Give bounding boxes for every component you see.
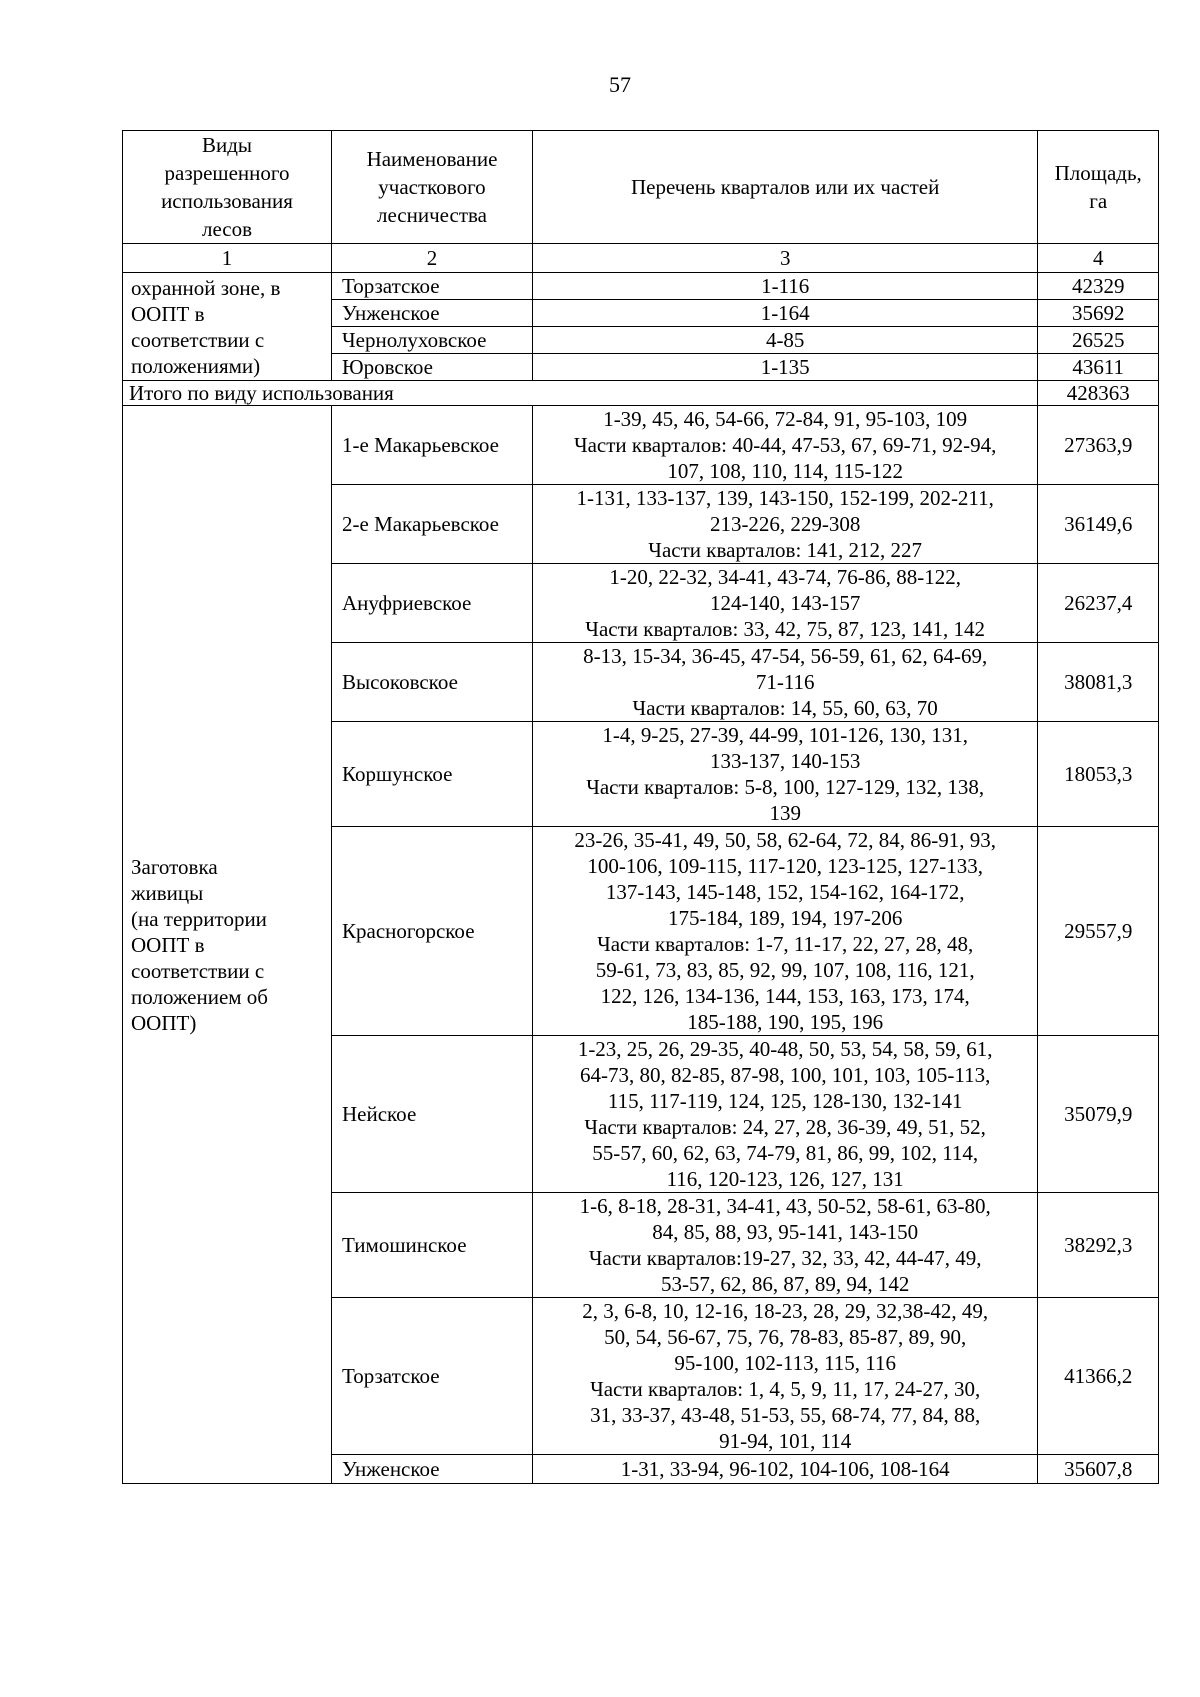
quarters-line: 100-106, 109-115, 117-120, 123-125, 127-133, xyxy=(587,854,984,878)
usage-type-line: живицы xyxy=(131,880,204,905)
quarters-line: 2, 3, 6-8, 10, 12-16, 18-23, 28, 29, 32,38-42, 49, xyxy=(582,1299,989,1323)
forestry-name: Коршунское xyxy=(332,722,533,827)
column-number: 1 xyxy=(123,244,332,273)
forestry-name: Торзатское xyxy=(332,1298,533,1455)
quarters-line: 139 xyxy=(769,801,801,825)
quarters-line: 31, 33-37, 43-48, 51-53, 55, 68-74, 77, 84, 88, xyxy=(590,1403,981,1427)
header-area-line: га xyxy=(1089,189,1108,213)
area-value: 42329 xyxy=(1038,273,1159,300)
quarters-line: 55-57, 60, 62, 63, 74-79, 81, 86, 99, 102, 114, xyxy=(592,1141,979,1165)
column-number: 4 xyxy=(1038,244,1159,273)
forestry-name: Нейское xyxy=(332,1036,533,1193)
quarters-line: 1-39, 45, 46, 54-66, 72-84, 91, 95-103, 109 xyxy=(603,407,968,431)
quarters-list xyxy=(532,1455,1037,1484)
usage-type-line: соответствии с xyxy=(131,958,265,983)
usage-type-line: охранной зоне, в xyxy=(131,275,281,300)
forest-usage-table xyxy=(122,130,1159,1484)
forestry-name: Юровское xyxy=(332,354,533,381)
table-row xyxy=(123,273,1159,300)
usage-type-line: ООПТ в xyxy=(131,301,205,326)
quarters-line: 137-143, 145-148, 152, 154-162, 164-172, xyxy=(605,880,965,904)
forestry-name: Тимошинское xyxy=(332,1193,533,1298)
page-number: 57 xyxy=(609,72,631,97)
area-value: 35692 xyxy=(1038,300,1159,327)
area-value: 43611 xyxy=(1038,354,1159,381)
usage-type-cell xyxy=(123,273,332,381)
quarters-line: 95-100, 102-113, 115, 116 xyxy=(674,1351,897,1375)
header-usage-type-line: разрешенного xyxy=(164,161,290,185)
quarters-line: Части кварталов: 14, 55, 60, 63, 70 xyxy=(632,696,938,720)
column-number: 3 xyxy=(532,244,1037,273)
quarters-line: 1-4, 9-25, 27-39, 44-99, 101-126, 130, 131, xyxy=(602,723,969,747)
quarters-line: 8-13, 15-34, 36-45, 47-54, 56-59, 61, 62, 64-69, xyxy=(583,644,988,668)
quarters-line: 59-61, 73, 83, 85, 92, 99, 107, 108, 116, 121, xyxy=(595,958,975,982)
quarters-list xyxy=(532,722,1037,827)
area-value: 35079,9 xyxy=(1038,1036,1159,1193)
quarters-line: 1-131, 133-137, 139, 143-150, 152-199, 202-211, xyxy=(576,486,994,510)
forestry-name: Унженское xyxy=(332,300,533,327)
usage-type-cell xyxy=(123,406,332,1484)
area-value: 18053,3 xyxy=(1038,722,1159,827)
usage-type-line: соответствии с xyxy=(131,327,265,352)
quarters-list xyxy=(532,1036,1037,1193)
forestry-name: Унженское xyxy=(332,1455,533,1484)
quarters-line: Части кварталов: 40-44, 47-53, 67, 69-71, 92-94, xyxy=(573,433,997,457)
area-value: 29557,9 xyxy=(1038,827,1159,1036)
quarters-line: 213-226, 229-308 xyxy=(709,512,861,536)
header-forestry-name-line: участкового xyxy=(378,175,486,199)
quarters-list xyxy=(532,1298,1037,1455)
quarters-line: Части кварталов: 141, 212, 227 xyxy=(648,538,923,562)
area-value: 26237,4 xyxy=(1038,564,1159,643)
quarters-list: 4-85 xyxy=(532,327,1037,354)
table-row xyxy=(123,406,1159,485)
header-forestry-name-line: Наименование xyxy=(366,147,498,171)
area-value: 38292,3 xyxy=(1038,1193,1159,1298)
area-value: 35607,8 xyxy=(1038,1455,1159,1484)
quarters-line: 84, 85, 88, 93, 95-141, 143-150 xyxy=(652,1220,919,1244)
quarters-list xyxy=(532,485,1037,564)
quarters-line: 185-188, 190, 195, 196 xyxy=(687,1010,884,1034)
forestry-name: 1-е Макарьевское xyxy=(332,406,533,485)
total-row xyxy=(123,381,1159,406)
area-value: 27363,9 xyxy=(1038,406,1159,485)
forestry-name: 2-е Макарьевское xyxy=(332,485,533,564)
quarters-list xyxy=(532,643,1037,722)
quarters-list xyxy=(532,1193,1037,1298)
quarters-line: Части кварталов: 33, 42, 75, 87, 123, 141, 142 xyxy=(585,617,986,641)
quarters-line: 91-94, 101, 114 xyxy=(719,1429,852,1453)
area-value: 36149,6 xyxy=(1038,485,1159,564)
quarters-line: 50, 54, 56-67, 75, 76, 78-83, 85-87, 89, 90, xyxy=(604,1325,967,1349)
quarters-line: 1-23, 25, 26, 29-35, 40-48, 50, 53, 54, 58, 59, 61, xyxy=(577,1037,993,1061)
forestry-name: Красногорское xyxy=(332,827,533,1036)
quarters-line: 124-140, 143-157 xyxy=(709,591,861,615)
header-usage-type-line: использования xyxy=(161,189,293,213)
header-usage-type-line: Виды xyxy=(201,133,253,157)
quarters-line: 122, 126, 134-136, 144, 153, 163, 173, 174, xyxy=(600,984,970,1008)
header-area xyxy=(1038,131,1159,244)
header-usage-type xyxy=(123,131,332,244)
quarters-line: 1-20, 22-32, 34-41, 43-74, 76-86, 88-122, xyxy=(609,565,962,589)
quarters-line: Части кварталов: 24, 27, 28, 36-39, 49, 51, 52, xyxy=(584,1115,986,1139)
quarters-line: 64-73, 80, 82-85, 87-98, 100, 101, 103, 105-113, xyxy=(579,1063,991,1087)
usage-type-line: ООПТ в xyxy=(131,932,205,957)
quarters-list xyxy=(532,406,1037,485)
quarters-line: 115, 117-119, 124, 125, 128-130, 132-141 xyxy=(607,1089,963,1113)
area-value: 38081,3 xyxy=(1038,643,1159,722)
column-number-row xyxy=(123,244,1159,273)
forestry-name: Чернолуховское xyxy=(332,327,533,354)
usage-type-line: положениями) xyxy=(131,353,261,378)
quarters-line: 71-116 xyxy=(755,670,815,694)
forestry-name: Высоковское xyxy=(332,643,533,722)
quarters-line: 116, 120-123, 126, 127, 131 xyxy=(666,1167,904,1191)
quarters-line: 107, 108, 110, 114, 115-122 xyxy=(667,459,904,483)
quarters-list: 1-116 xyxy=(532,273,1037,300)
header-forestry-name xyxy=(332,131,533,244)
quarters-line: 53-57, 62, 86, 87, 89, 94, 142 xyxy=(660,1272,910,1296)
area-value: 26525 xyxy=(1038,327,1159,354)
quarters-line: Части кварталов:19-27, 32, 33, 42, 44-47, 49, xyxy=(588,1246,982,1270)
header-forestry-name-line: лесничества xyxy=(376,203,487,227)
quarters-list: 1-135 xyxy=(532,354,1037,381)
usage-type-line: (на территории xyxy=(131,906,267,931)
total-area: 428363 xyxy=(1038,381,1159,406)
quarters-line: Части кварталов: 1-7, 11-17, 22, 27, 28, 48, xyxy=(597,932,974,956)
usage-type-line: ООПТ) xyxy=(131,1010,197,1035)
header-row xyxy=(123,131,1159,244)
header-quarters-list: Перечень кварталов или их частей xyxy=(532,131,1037,244)
header-area-line: Площадь, xyxy=(1054,161,1142,185)
quarters-list xyxy=(532,827,1037,1036)
quarters-line: Части кварталов: 5-8, 100, 127-129, 132, 138, xyxy=(586,775,985,799)
area-value: 41366,2 xyxy=(1038,1298,1159,1455)
quarters-line: 133-137, 140-153 xyxy=(709,749,861,773)
quarters-line: 1-31, 33-94, 96-102, 104-106, 108-164 xyxy=(620,1457,950,1481)
quarters-line: Части кварталов: 1, 4, 5, 9, 11, 17, 24-27, 30, xyxy=(590,1377,981,1401)
quarters-line: 175-184, 189, 194, 197-206 xyxy=(667,906,903,930)
forestry-name: Ануфриевское xyxy=(332,564,533,643)
usage-type-line: положением об xyxy=(131,984,268,1009)
header-usage-type-line: лесов xyxy=(201,217,253,241)
total-label: Итого по виду использования xyxy=(123,381,1038,406)
usage-type-line: Заготовка xyxy=(131,854,218,879)
quarters-line: 23-26, 35-41, 49, 50, 58, 62-64, 72, 84, 86-91, 93, xyxy=(574,828,997,852)
column-number: 2 xyxy=(332,244,533,273)
quarters-line: 1-6, 8-18, 28-31, 34-41, 43, 50-52, 58-61, 63-80, xyxy=(579,1194,991,1218)
quarters-list: 1-164 xyxy=(532,300,1037,327)
quarters-list xyxy=(532,564,1037,643)
forestry-name: Торзатское xyxy=(332,273,533,300)
